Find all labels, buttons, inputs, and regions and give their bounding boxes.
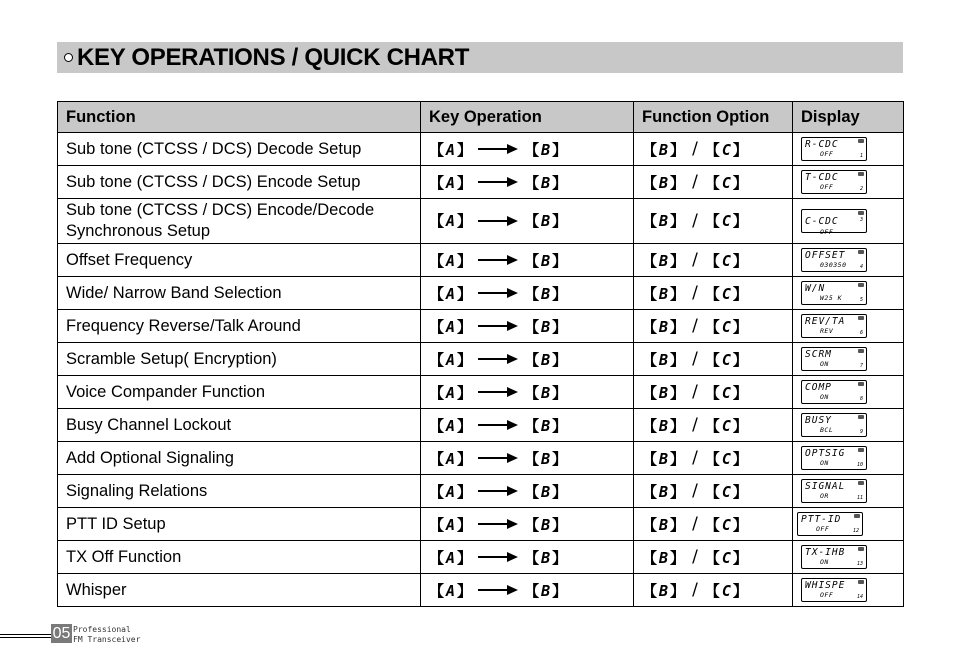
key-a: 【 A 】 [429,548,473,567]
function-cell [58,166,421,199]
table-row [58,244,904,277]
arrow-right-icon [478,419,518,431]
lcd-sub-text: ON [820,393,829,401]
function-option-cell [634,166,793,199]
lcd-sub-text: BCL [820,426,834,434]
lcd-sub-text: 030350 [820,261,847,269]
table-row [58,508,904,541]
lcd-index: 9 [859,429,863,435]
key-a: 【 A 】 [429,482,473,501]
option-separator: / [692,448,698,468]
lcd-sub-text: W25 K [820,294,843,302]
option-separator: / [692,547,698,567]
function-cell [58,244,421,277]
lcd-display [801,479,867,503]
key-b: 【 B 】 [642,416,686,435]
key-c: 【 C 】 [704,140,748,159]
function-option-cell [634,409,793,442]
lcd-index: 1 [859,153,863,159]
function-cell [58,409,421,442]
table-row [58,343,904,376]
table-row [58,199,904,244]
lcd-index: 2 [859,186,863,192]
function-label: Sub tone (CTCSS / DCS) Encode Setup [66,172,361,191]
lcd-sub-text: ON [820,459,829,467]
lcd-main-text: PTT-ID [801,514,842,525]
function-label: Frequency Reverse/Talk Around [66,316,301,335]
key-b: 【 B 】 [524,317,568,336]
footer-line-1: Professional [73,625,131,634]
key-operation-cell [421,244,634,277]
table-row [58,166,904,199]
lcd-main-text: TX-IHB [805,547,846,558]
key-b: 【 B 】 [524,449,568,468]
lcd-main-text: COMP [805,382,832,393]
battery-icon [858,580,864,584]
display-cell [793,541,904,574]
quick-chart-table [57,101,904,607]
function-cell [58,343,421,376]
lcd-index: 11 [856,495,863,501]
lcd-index: 6 [859,330,863,336]
key-b: 【 B 】 [524,515,568,534]
lcd-index: 3 [859,217,863,223]
key-b: 【 B 】 [642,284,686,303]
display-cell [793,310,904,343]
key-operation-cell [421,541,634,574]
function-option-cell [634,310,793,343]
function-label: TX Off Function [66,547,182,566]
key-b: 【 B 】 [524,482,568,501]
battery-icon [858,250,864,254]
table-header-row [58,102,904,133]
key-operation-cell [421,310,634,343]
function-label: Voice Compander Function [66,382,266,401]
lcd-display [801,380,867,404]
key-a: 【 A 】 [429,140,473,159]
function-cell [58,442,421,475]
lcd-index: 8 [859,396,863,402]
lcd-display [801,137,867,161]
key-c: 【 C 】 [704,515,748,534]
arrow-right-icon [478,287,518,299]
key-operation-cell [421,475,634,508]
lcd-main-text: OPTSIG [805,448,846,459]
lcd-sub-text: ON [820,360,829,368]
key-b: 【 B 】 [524,211,568,230]
key-b: 【 B 】 [524,383,568,402]
display-cell [793,574,904,607]
key-c: 【 C 】 [704,251,748,270]
display-cell [793,343,904,376]
key-a: 【 A 】 [429,515,473,534]
lcd-main-text: OFFSET [805,250,846,261]
option-separator: / [692,250,698,270]
arrow-right-icon [478,485,518,497]
function-option-cell [634,508,793,541]
function-label: Signaling Relations [66,481,208,500]
key-b: 【 B 】 [524,548,568,567]
battery-icon [858,547,864,551]
table-row [58,376,904,409]
battery-icon [858,172,864,176]
display-cell [793,277,904,310]
arrow-right-icon [478,320,518,332]
option-separator: / [692,415,698,435]
key-operation-cell [421,133,634,166]
display-cell [793,244,904,277]
function-option-cell [634,475,793,508]
option-separator: / [692,283,698,303]
lcd-sub-text: OFF [820,183,834,191]
function-cell [58,541,421,574]
key-b: 【 B 】 [524,581,568,600]
key-b: 【 B 】 [642,581,686,600]
page-number: 05 [52,625,71,642]
arrow-right-icon [478,386,518,398]
function-label: Busy Channel Lockout [66,415,232,434]
function-label: Sub tone (CTCSS / DCS) Encode/Decode Synchronous Setup [66,201,375,240]
key-b: 【 B 】 [642,515,686,534]
table-body [58,133,904,607]
option-separator: / [692,172,698,192]
key-operation-cell [421,376,634,409]
key-c: 【 C 】 [704,284,748,303]
display-cell [793,475,904,508]
display-cell [793,376,904,409]
table-row [58,409,904,442]
arrow-right-icon [478,353,518,365]
key-a: 【 A 】 [429,284,473,303]
battery-icon [858,415,864,419]
lcd-sub-text: OR [820,492,829,500]
function-cell [58,574,421,607]
display-cell [793,199,904,244]
key-a: 【 A 】 [429,173,473,192]
function-cell [58,277,421,310]
footer-caption [73,625,140,645]
lcd-main-text: W/N [805,283,826,294]
key-b: 【 B 】 [642,140,686,159]
key-a: 【 A 】 [429,317,473,336]
lcd-display [801,281,867,305]
function-cell [58,376,421,409]
table-row [58,277,904,310]
lcd-sub-text: REV [820,327,834,335]
option-separator: / [692,382,698,402]
lcd-index: 7 [859,363,863,369]
lcd-sub-text: OFF [820,591,834,599]
lcd-main-text: BUSY [805,415,832,426]
key-b: 【 B 】 [642,251,686,270]
option-separator: / [692,139,698,159]
function-option-cell [634,133,793,166]
lcd-display [801,209,867,236]
key-a: 【 A 】 [429,383,473,402]
display-cell [793,166,904,199]
key-b: 【 B 】 [642,548,686,567]
col-header-function: Function [58,102,421,133]
lcd-main-text: WHISPE [805,580,846,591]
key-b: 【 B 】 [524,416,568,435]
key-c: 【 C 】 [704,581,748,600]
lcd-display [801,446,867,470]
battery-icon [858,481,864,485]
lcd-index: 13 [856,561,863,567]
lcd-main-text: R-CDC [805,139,839,150]
option-separator: / [692,580,698,600]
key-b: 【 B 】 [642,350,686,369]
function-label: Scramble Setup( Encryption) [66,349,277,368]
display-cell [793,442,904,475]
key-a: 【 A 】 [429,449,473,468]
key-c: 【 C 】 [704,350,748,369]
display-cell [793,409,904,442]
lcd-index: 4 [859,264,863,270]
function-option-cell [634,277,793,310]
key-c: 【 C 】 [704,317,748,336]
table-row [58,442,904,475]
lcd-main-text: C-CDC [805,216,839,227]
key-c: 【 C 】 [704,211,748,230]
table-row [58,133,904,166]
key-b: 【 B 】 [642,211,686,230]
lcd-main-text: REV/TA [805,316,846,327]
table-row [58,541,904,574]
lcd-index: 5 [859,297,863,303]
function-label: Add Optional Signaling [66,448,234,467]
lcd-display [801,545,867,569]
page-title: KEY OPERATIONS / QUICK CHART [77,43,470,71]
function-option-cell [634,244,793,277]
key-operation-cell [421,508,634,541]
key-a: 【 A 】 [429,350,473,369]
lcd-display [801,347,867,371]
battery-icon [858,139,864,143]
footer-rule [0,634,52,635]
function-option-cell [634,376,793,409]
key-b: 【 B 】 [642,317,686,336]
display-cell [793,508,904,541]
key-operation-cell [421,442,634,475]
option-separator: / [692,349,698,369]
lcd-main-text: SCRM [805,349,832,360]
display-cell [793,133,904,166]
arrow-right-icon [478,452,518,464]
key-operation-cell [421,199,634,244]
lcd-index: 10 [856,462,863,468]
battery-icon [858,349,864,353]
function-cell [58,475,421,508]
lcd-display [801,170,867,194]
function-option-cell [634,541,793,574]
title-bar [57,42,903,73]
key-operation-cell [421,166,634,199]
function-label: Offset Frequency [66,250,193,269]
table-row [58,574,904,607]
lcd-index: 14 [856,594,863,600]
key-b: 【 B 】 [642,449,686,468]
key-b: 【 B 】 [524,140,568,159]
col-header-key-operation: Key Operation [421,102,634,133]
lcd-sub-text: OFF [820,228,834,236]
option-separator: / [692,514,698,534]
lcd-main-text: T-CDC [805,172,839,183]
function-option-cell [634,442,793,475]
col-header-function-option: Function Option [634,102,793,133]
key-operation-cell [421,343,634,376]
function-cell [58,133,421,166]
key-a: 【 A 】 [429,416,473,435]
key-b: 【 B 】 [524,350,568,369]
battery-icon [858,448,864,452]
key-b: 【 B 】 [642,173,686,192]
lcd-display [797,512,863,536]
key-c: 【 C 】 [704,449,748,468]
key-a: 【 A 】 [429,581,473,600]
function-cell [58,508,421,541]
key-a: 【 A 】 [429,211,473,230]
arrow-right-icon [478,254,518,266]
function-option-cell [634,199,793,244]
function-label: Wide/ Narrow Band Selection [66,283,282,302]
battery-icon [858,382,864,386]
function-option-cell [634,343,793,376]
key-operation-cell [421,574,634,607]
footer-line-2: FM Transceiver [73,635,141,644]
key-a: 【 A 】 [429,251,473,270]
function-option-cell [634,574,793,607]
key-b: 【 B 】 [642,482,686,501]
lcd-main-text: SIGNAL [805,481,846,492]
battery-icon [858,316,864,320]
arrow-right-icon [478,518,518,530]
function-label: Whisper [66,580,127,599]
key-c: 【 C 】 [704,173,748,192]
arrow-right-icon [478,176,518,188]
lcd-display [801,314,867,338]
battery-icon [858,283,864,287]
key-b: 【 B 】 [642,383,686,402]
key-c: 【 C 】 [704,548,748,567]
key-b: 【 B 】 [524,173,568,192]
key-b: 【 B 】 [524,284,568,303]
lcd-display [801,578,867,602]
footer-rule-2 [0,637,52,638]
table-row [58,310,904,343]
key-operation-cell [421,277,634,310]
key-c: 【 C 】 [704,416,748,435]
battery-icon [854,514,860,518]
function-cell [58,199,421,244]
function-label: PTT ID Setup [66,514,166,533]
option-separator: / [692,481,698,501]
lcd-display [801,413,867,437]
lcd-index: 12 [852,528,859,534]
key-b: 【 B 】 [524,251,568,270]
option-separator: / [692,210,698,231]
lcd-display [801,248,867,272]
key-c: 【 C 】 [704,482,748,501]
option-separator: / [692,316,698,336]
arrow-right-icon [478,215,518,227]
col-header-display: Display [793,102,904,133]
table-row [58,475,904,508]
arrow-right-icon [478,143,518,155]
function-label: Sub tone (CTCSS / DCS) Decode Setup [66,139,362,158]
arrow-right-icon [478,551,518,563]
key-operation-cell [421,409,634,442]
arrow-right-icon [478,584,518,596]
key-c: 【 C 】 [704,383,748,402]
function-cell [58,310,421,343]
lcd-sub-text: ON [820,558,829,566]
bullet-icon [64,53,73,62]
lcd-sub-text: OFF [816,525,830,533]
lcd-sub-text: OFF [820,150,834,158]
